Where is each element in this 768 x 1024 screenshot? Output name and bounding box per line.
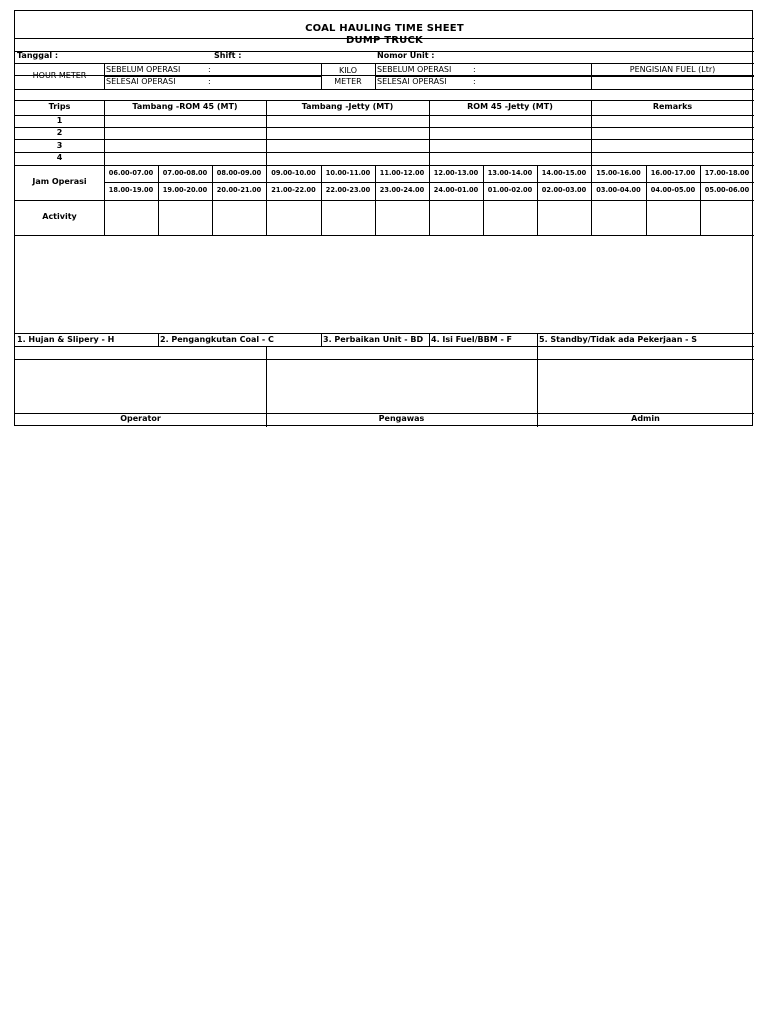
rule [375,63,376,89]
time-slot: 06.00-07.00 [108,169,154,177]
rule [104,100,105,235]
time-slot: 16.00-17.00 [650,169,696,177]
hour-sebelum-label: SEBELUM OPERASI [106,65,181,74]
signature-admin: Admin [631,414,660,423]
rule [15,235,754,236]
time-slot: 07.00-08.00 [162,169,208,177]
time-slot: 14.00-15.00 [541,169,587,177]
kilo-sebelum-label: SEBELUM OPERASI [377,65,452,74]
time-slot: 01.00-02.00 [487,186,533,194]
time-slot: 15.00-16.00 [596,169,641,177]
legend-item-2: 2. Pengangkutan Coal - C [160,335,274,344]
rule [15,100,754,101]
rule [15,359,754,360]
rule [15,139,754,140]
trip-row-2: 2 [56,128,63,137]
rule [429,333,430,346]
rule [15,165,754,166]
rule [15,200,754,201]
time-slot: 09.00-10.00 [271,169,316,177]
legend-item-4: 4. Isi Fuel/BBM - F [431,335,513,344]
time-slot: 24.00-01.00 [433,186,479,194]
kilo-selesai-colon: : [473,77,476,86]
rule [15,127,754,128]
legend-item-5: 5. Standby/Tidak ada Pekerjaan - S [539,335,698,344]
rule [537,333,538,346]
jam-operasi-label: Jam Operasi [32,177,87,186]
kilo-sebelum-colon: : [473,65,476,74]
rule [321,333,322,346]
rule [104,63,105,89]
rule [15,333,754,334]
trip-row-4: 4 [56,153,63,162]
tanggal-label: Tanggal : [17,51,59,60]
hour-sebelum-colon: : [208,65,211,74]
fuel-label: PENGISIAN FUEL (Ltr) [629,65,716,74]
rule [15,89,754,90]
hour-selesai-label: SELESAI OPERASI [106,77,176,86]
time-slot: 19.00-20.00 [162,186,208,194]
time-slot: 08.00-09.00 [216,169,262,177]
time-slot: 04.00-05.00 [650,186,696,194]
shift-label: Shift : [214,51,242,60]
hour-selesai-colon: : [208,77,211,86]
rule [15,38,754,39]
rule [15,63,754,64]
time-slot: 11.00-12.00 [379,169,425,177]
remarks-header: Remarks [652,102,693,111]
route-header-3: ROM 45 -Jetty (MT) [467,102,553,111]
hour-meter-label: HOUR METER [32,71,87,80]
timesheet-form [14,10,753,426]
route-header-2: Tambang -Jetty (MT) [301,102,394,111]
time-slot: 17.00-18.00 [704,169,750,177]
signature-operator: Operator [120,414,161,423]
rule [158,333,159,346]
nomor-unit-label: Nomor Unit : [377,51,435,60]
signature-pengawas: Pengawas [378,414,425,423]
time-slot: 13.00-14.00 [487,169,533,177]
time-slot: 03.00-04.00 [596,186,641,194]
time-slot: 23.00-24.00 [379,186,425,194]
kilo-meter-label-2: METER [334,77,362,86]
trips-header: Trips [48,102,71,111]
time-slot: 21.00-22.00 [271,186,316,194]
activity-label: Activity [42,212,77,221]
form-title: COAL HAULING TIME SHEET [305,23,464,34]
trip-row-1: 1 [56,116,63,125]
rule [15,152,754,153]
time-slot: 18.00-19.00 [108,186,154,194]
kilo-meter-label: KILO [338,66,358,75]
time-slot: 02.00-03.00 [541,186,587,194]
time-slot: 12.00-13.00 [433,169,479,177]
time-slot: 10.00-11.00 [325,169,371,177]
kilo-selesai-label: SELESAI OPERASI [377,77,447,86]
time-slot: 22.00-23.00 [325,186,371,194]
legend-item-3: 3. Perbaikan Unit - BD [323,335,424,344]
time-slot: 20.00-21.00 [216,186,262,194]
rule [15,346,754,347]
rule [15,115,754,116]
trip-row-3: 3 [56,141,63,150]
rule [591,76,754,77]
time-slot: 05.00-06.00 [704,186,750,194]
form-subtitle: DUMP TRUCK [346,35,423,46]
route-header-1: Tambang -ROM 45 (MT) [132,102,238,111]
legend-item-1: 1. Hujan & Slipery - H [17,335,115,344]
